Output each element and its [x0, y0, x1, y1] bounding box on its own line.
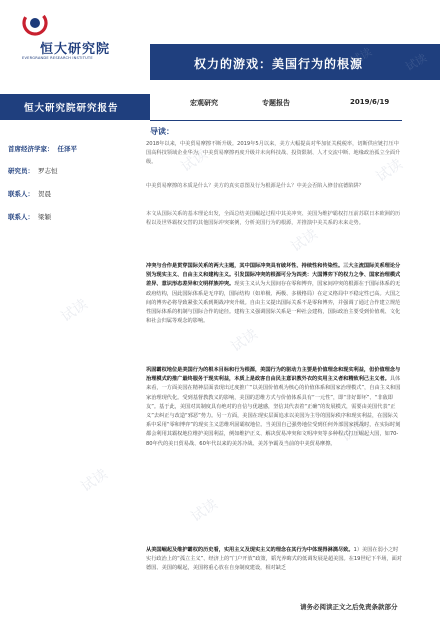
paragraph-6: [146, 546, 403, 574]
author-role: 首席经济学家：: [8, 145, 54, 153]
author-name: 梁颖: [38, 213, 51, 221]
paragraph-6-rest: 1）美国在弱小之时实行政治上的“孤立主义”、经济上的“门户开放”政策，韬光养晦式的低调发展是超美国。在19世纪下半场，面对德国、美国的崛起，美国将重心放在自身制度建设，相对缺乏: [146, 547, 402, 572]
paragraph-3: 本文从国际关系的基本理论出发，全面总结美国崛起过程中其美冲突、美国为维护霸权打压前苏联日本欧洲的历程以及世界霸权交替的其他国际冲突案例，分析美国行为的根源，并推演中美关系的未来走势。: [146, 211, 401, 227]
author-researcher: [8, 166, 146, 175]
paragraph-5-key: 巩固霸权地位是美国行为的根本目标和行为根源，美国行为的驱动力主要是价值理念和现实利益，但价值理念与治理模式的推广最终服务于现实利益，本质上是政客自由民主意识教外衣的实用主义者和精致利己主义者。: [146, 367, 401, 383]
logo-name: 恒大研究院: [40, 42, 111, 57]
watermark: 试读: [373, 156, 406, 186]
divider: [150, 120, 402, 121]
paragraph-4-rest: 现实主义认为大国间存在零和博弈，国家间冲突的根源在于国际体系的无政府结构，因此国际体系是无序的，国际结构（如单极、两极、多极格局）在定义格局中不稳定性已高。大国之间的博弈必将导致紧张关系到期战冲突升级。自由主义提出国际关系不是零和博弈，并强调了通过合作建立规范性国际体系的机制与国际合作的途径。建构主义强调国际关系是一种社会建构，国际政治主要受到价值观、文化和社会归属等观念的影响。: [146, 281, 401, 325]
watermark: 试读: [58, 296, 91, 326]
watermark: 试读: [403, 51, 430, 74]
author-contact-1: [8, 189, 146, 198]
report-series-bar: [0, 94, 150, 120]
author-role: 联系人：: [8, 190, 34, 198]
report-category: 宏观研究: [190, 99, 218, 107]
watermark: 试读: [288, 226, 321, 256]
logo-name-en: EVERGRANDE RESEARCH INSTITUTE: [22, 56, 93, 60]
watermark: 试读: [78, 466, 111, 496]
paragraph-4: [146, 262, 403, 326]
paragraph-5-rest: 具体来看，一方面美国在精神层面表现出过度推广“以美国价值观为核心的价值体系和国家治理模式”，自由主义和国家治理现代化。受到基督教教义的影响，美国的思维方式与价值体系具有“一元性”，即“非好即坏”、“非敌即友”。基于此，美国对其制度具有绝对的自信与优越感，坚信其代表着“正确”的发展模式，需要由美国代表“正义”去纠正与改造“邪恶”势力。另一方面，美国在现实层面追求以美国为主导的国际秩序和现实利益，在国际关系中采用“零和博弈”的现实主义思维巩固霸权地位。当美国自己强势地位受到任何外部国家挑战时，在实际时刻都会利用其霸权地位维护美国利益，例如维护正义、解决贸易冲突和文明冲突等多种程式打压崛起大国，如70-80年代的美日贸易战、60年代以来的美苏冷战、美苏争霸及当前的中美贸易摩擦。: [146, 376, 401, 447]
section-heading: 导读：: [150, 127, 174, 136]
paragraph-6-key: 从美国崛起及维护霸权的历史看，实用主义及现实主义的理念在其行为中体现得淋漓尽致。: [146, 547, 354, 553]
author-name: 任泽平: [57, 145, 77, 153]
author-chief: [8, 144, 146, 153]
footer-disclaimer: 请务必阅读正文之后免责条款部分: [300, 603, 398, 611]
author-name: 罗志恒: [38, 167, 58, 175]
report-date: 2019/6/19: [350, 98, 390, 106]
title-banner: [150, 44, 440, 80]
report-title: 权力的游戏：美国行为的根源: [194, 57, 364, 71]
author-role: 研究员：: [8, 167, 34, 175]
paragraph-1: 2018年以来，中美贸易摩擦不断升级。2019年5月以来，美方大幅提高对华加征关税税率，切断供应链打压中国高科技领域企业华为，中美贸易摩擦再度升级并未向科技战、投资限制、人才交流中断、地缘政治孤立全面升级。: [146, 141, 401, 166]
paragraph-4-key: 冲突与合作是贯穿国际关系的两大主题，其中国际冲突具有破坏性、持续性和传染性。三大主流国际关系理论分别为现实主义、自由主义和建构主义。引发国际冲突的根源可分为四类：大国博弈下的权力之争、国家治理模式差异、意识形态差异和文明样族冲突。: [146, 263, 401, 288]
watermark: 试读: [338, 416, 371, 446]
watermark: 试读: [348, 45, 375, 68]
watermark: 试读: [188, 496, 221, 526]
watermark: 试读: [228, 326, 261, 356]
watermark: 试读: [178, 146, 211, 176]
paragraph-5: [146, 366, 403, 449]
author-contact-2: [8, 212, 146, 221]
author-name: 贺晨: [38, 190, 51, 198]
report-series-label: 恒大研究院研究报告: [24, 103, 119, 114]
author-role: 联系人：: [8, 213, 34, 221]
report-type: 专题报告: [262, 99, 290, 107]
logo-icon: [22, 10, 48, 36]
paragraph-2: 中美贸易摩擦的本质是什么？美方的真实意图及行为根源是什么？中美会否陷入修昔底德陷阱？: [146, 183, 364, 189]
